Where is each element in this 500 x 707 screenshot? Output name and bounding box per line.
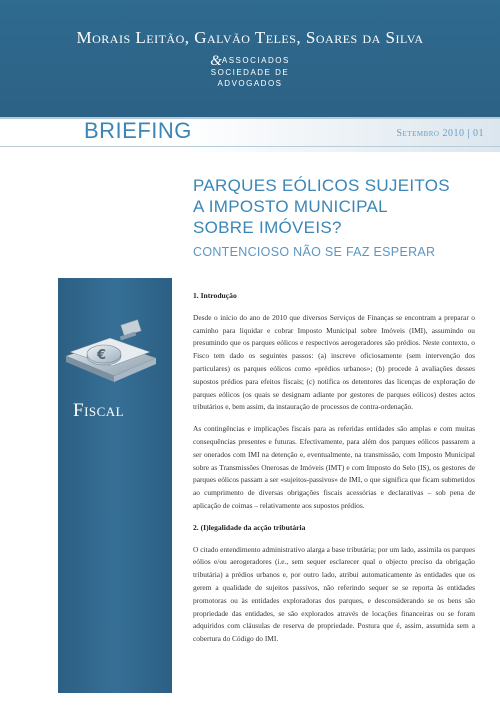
section-2-heading: 2. (I)legalidade da acção tributária (193, 522, 306, 532)
section-1-paragraph-2: As contingências e implicações fiscais para as referidas entidades são amplas e com muitas consequências presentes e futuras. Efectivamente, para além dos parques eólicos passarem a ser onerados com IMI na detenção e, eventualmente, na transmissão, com Imposto Municipal sobre as Transmissões Onerosas de Imóveis (IMT) e com Imposto do Selo (IS), os gestores de parques eólicos passam a ser «sujeitos-passivos» de IMI, o que significa que ficam submetidos ao cumprimento de diversas obrigações fiscais acessórias e declarativas – sob pena de aplicação de coimas – relativamente aos supostos prédios. (193, 424, 475, 510)
section-1-heading: 1. Introdução (193, 291, 237, 300)
article-subtitle: CONTENCIOSO NÃO SE FAZ ESPERAR (193, 245, 436, 259)
firm-associates (0, 55, 500, 89)
assoc-line-2: SOCIEDADE DE (210, 68, 290, 77)
briefing-label: BRIEFING (84, 118, 192, 143)
section-label: Fiscal (73, 400, 125, 421)
section-2-paragraph-1: O citado entendimento administrativo alarga a base tributária; por um lado, assimila os parques eólios e/ou aerogeradores (i.e., sem sequer esclarecer qual o objecto preciso da obrigação tributária) a prédios urbanos e, por outro lado, atribui automaticamente às entidades que os gerem a qualidade de sujeitos passivos, não referindo sequer se se reporta às entidades promotoras ou às entidades exploradoras dos parques, e desconsiderando se os bens são propriedade das entidades, se são explorados através de locações financeiras ou se foram adquiridos com cláusulas de reserva de propriedade. Postura que é, assim, assumida sem a cobertura do Código do IMI. (193, 544, 475, 644)
firm-name: Morais Leitão, Galvão Teles, Soares da Silva (76, 28, 424, 47)
euro-coins-icon (62, 316, 162, 396)
section-1-paragraph-1: Desde o início do ano de 2010 que diversos Serviços de Finanças se encontram a preparar o caminho para liquidar e cobrar Imposto Municipal sobre Imóveis (IMI), assumindo ou presumindo que os parques eólicos e respectivos aerogeradores são prédios. Neste contexto, o Fisco tem dado os seguintes passos: (a) inscreve oficiosamente (sem intervenção dos particulares) os parques eólicos como «prédios urbanos»; (b) procede à avaliações desses supostos prédios para efeitos fiscais; (c) notifica os detentores das licenças de exploração de parques eólicos (os quais se designam adiante por gestores de parques eólicos) destes actos tributários e, bem assim, da instauração de processos de contra-ordenação. (193, 312, 475, 412)
article-body (193, 290, 475, 655)
title-line-1: PARQUES EÓLICOS SUJEITOS (193, 176, 450, 195)
article-title (193, 175, 483, 238)
title-line-2: A IMPOSTO MUNICIPAL (193, 197, 388, 216)
svg-text:€: € (97, 348, 107, 363)
ampersand: & (210, 53, 222, 69)
assoc-line-3: ADVOGADOS (217, 79, 283, 88)
band-divider-bottom (0, 146, 500, 147)
title-line-3: SOBRE IMÓVEIS? (193, 218, 342, 237)
issue-month: Setembro 2010 (396, 128, 465, 139)
issue-date (396, 128, 484, 139)
band-divider-top (0, 117, 500, 119)
page-number: 01 (473, 128, 484, 139)
assoc-line-1: ASSOCIADOS (221, 56, 290, 65)
date-separator: | (467, 128, 470, 139)
